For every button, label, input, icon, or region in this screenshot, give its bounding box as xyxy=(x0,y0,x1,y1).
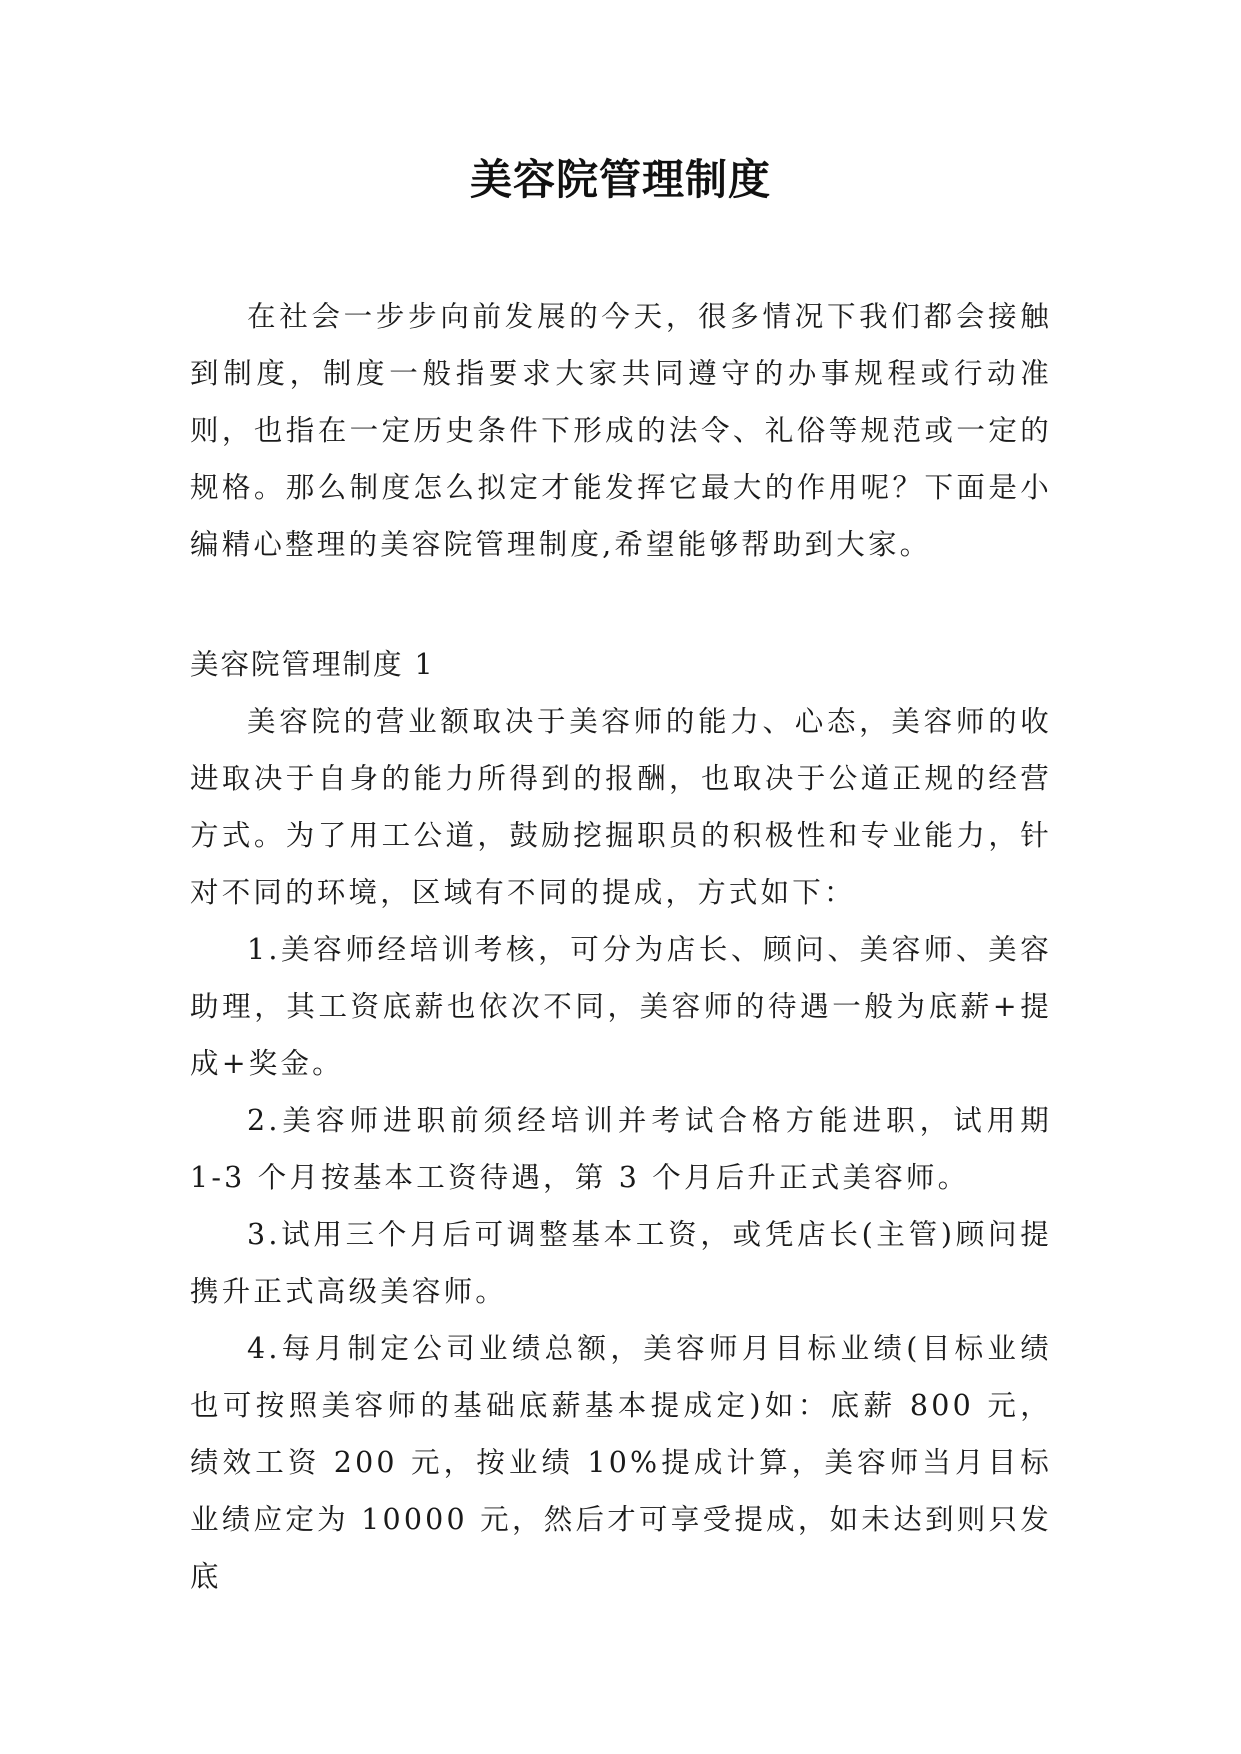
section-block xyxy=(190,636,1052,1605)
document-title: 美容院管理制度 xyxy=(469,155,771,204)
intro-block xyxy=(190,288,1052,573)
intro-paragraph: 在社会一步步向前发展的今天，很多情况下我们都会接触到制度，制度一般指要求大家共同遵守的办事规程或行动准则，也指在一定历史条件下形成的法令、礼俗等规范或一定的规格。那么制度怎么拟定才能发挥它最大的作用呢？下面是小编精心整理的美容院管理制度,希望能够帮助到大家。 xyxy=(190,300,1052,561)
section-paragraph: 4.每月制定公司业绩总额，美容师月目标业绩(目标业绩也可按照美容师的基础底薪基本提成定)如：底薪 800 元，绩效工资 200 元，按业绩 10%提成计算，美容师当月目标业绩应定为 10000 元，然后才可享受提成，如未达到则只发底 xyxy=(190,1332,1052,1593)
section-paragraph: 2.美容师进职前须经培训并考试合格方能进职，试用期 1-3 个月按基本工资待遇，第 3 个月后升正式美容师。 xyxy=(190,1104,1052,1194)
section-heading: 美容院管理制度 1 xyxy=(190,648,435,681)
section-paragraph: 3.试用三个月后可调整基本工资，或凭店长(主管)顾问提携升正式高级美容师。 xyxy=(190,1218,1052,1308)
section-paragraph: 1.美容师经培训考核，可分为店长、顾问、美容师、美容助理，其工资底薪也依次不同，美容师的待遇一般为底薪+提成+奖金。 xyxy=(190,933,1052,1080)
section-paragraph: 美容院的营业额取决于美容师的能力、心态，美容师的收进取决于自身的能力所得到的报酬，也取决于公道正规的经营方式。为了用工公道，鼓励挖掘职员的积极性和专业能力，针对不同的环境，区域有不同的提成，方式如下： xyxy=(190,705,1052,909)
